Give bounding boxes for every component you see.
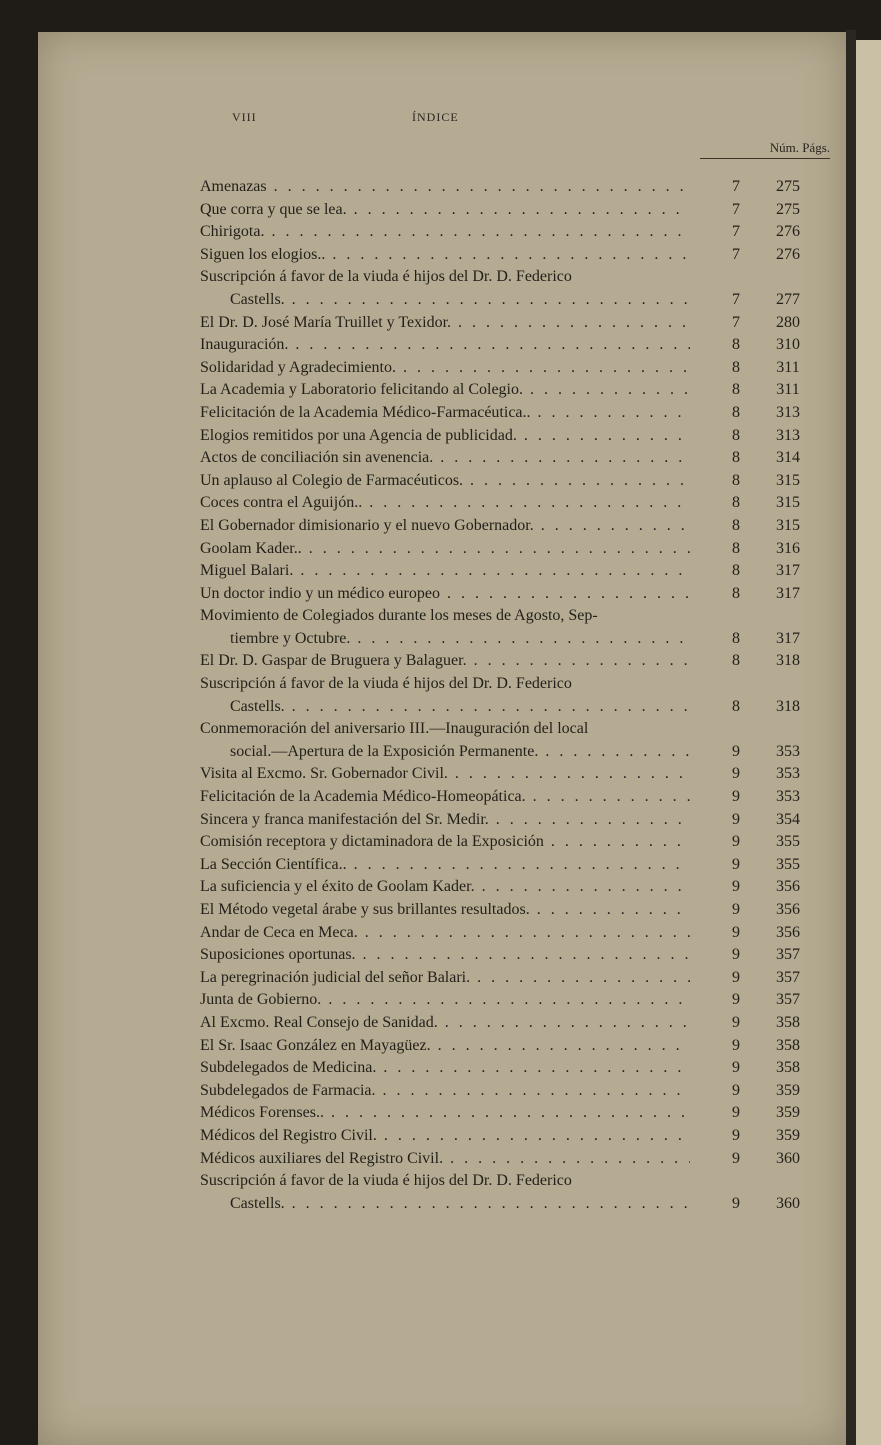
entry-issue-number: 9 [732,1013,740,1031]
entry-title: Chirigota. . . . [200,221,690,244]
entry-issue-number: 8 [732,562,740,580]
entry-title: Junta de Gobierno. . . . [200,989,690,1012]
index-entry [200,357,820,380]
entry-issue-number: 9 [732,946,740,964]
index-entry [200,989,820,1012]
page-header [0,110,881,130]
entry-issue-number: 8 [732,426,740,444]
entry-title: Castells. . . . [230,696,690,719]
entry-issue-number: 9 [732,1081,740,1099]
entry-title: Subdelegados de Medicina. . . . [200,1057,690,1080]
index-entry-line [200,176,820,199]
entry-page-number: 354 [776,810,800,828]
entry-page-number: 360 [776,1194,800,1212]
entry-page-number: 353 [776,742,800,760]
index-entry [200,244,820,267]
entry-issue-number: 8 [732,358,740,376]
entry-title: Médicos Forenses.. . . . [200,1102,690,1125]
entry-title: Coces contra el Aguijón.. . . . [200,492,690,515]
entry-title: Inauguración. . . . [200,334,690,357]
index-entry-line [200,718,820,741]
entry-issue-number: 9 [732,855,740,873]
entry-page-number: 358 [776,1036,800,1054]
entry-issue-number: 9 [732,833,740,851]
entry-issue-number: 9 [732,1036,740,1054]
index-entry-line [200,221,820,244]
index-entry-line [200,763,820,786]
num-column-heading: Núm. [769,140,799,155]
index-entry [200,492,820,515]
index-entry-line [200,673,820,696]
entry-issue-number: 9 [732,788,740,806]
entry-issue-number: 9 [732,765,740,783]
index-entry-line [200,989,820,1012]
entry-title: Suposiciones oportunas. . . . [200,944,690,967]
index-entry [200,718,820,763]
index-entry-line [200,809,820,832]
index-entry [200,447,820,470]
index-entry [200,221,820,244]
entry-page-number: 311 [776,358,800,376]
index-entry [200,515,820,538]
index-entry [200,470,820,493]
column-headings [700,140,830,159]
entry-issue-number: 8 [732,539,740,557]
entry-title: Que corra y que se lea. . . . [200,199,690,222]
entry-issue-number: 9 [732,810,740,828]
index-entry-line [200,922,820,945]
index-entry-line [200,876,820,899]
index-entry-line [200,492,820,515]
entry-title: Miguel Balari. . . . [200,560,690,583]
index-entry-line [200,334,820,357]
entry-issue-number: 7 [732,245,740,263]
entry-page-number: 276 [776,223,800,241]
index-entry [200,650,820,673]
entry-issue-number: 8 [732,336,740,354]
index-entry-line [200,402,820,425]
index-entry-line [200,244,820,267]
index-entry [200,786,820,809]
entry-page-number: 359 [776,1126,800,1144]
entry-title: Elogios remitidos por una Agencia de publicidad. . . . [200,425,690,448]
entry-issue-number: 9 [732,878,740,896]
index-entry [200,673,820,718]
entry-issue-number: 7 [732,178,740,195]
index-entry-line [200,583,820,606]
index-entry-line [200,447,820,470]
index-entry-line [200,379,820,402]
index-entry [200,967,820,990]
index-entry [200,922,820,945]
entry-issue-number: 9 [732,991,740,1009]
index-entry-line [200,1035,820,1058]
entry-issue-number: 9 [732,1149,740,1167]
index-entry-line [200,831,820,854]
entry-title: Felicitación de la Academia Médico-Farmacéutica.. . . . [200,402,690,425]
entry-page-number: 276 [776,245,800,263]
page-number: VIII [232,110,257,124]
index-entry [200,312,820,335]
index-entry-line [200,357,820,380]
entry-title: Médicos del Registro Civil. . . . [200,1125,690,1148]
entry-page-number: 356 [776,923,800,941]
entry-title: Suscripción á favor de la viuda é hijos del Dr. D. Federico [200,675,572,693]
pag-column-heading: Págs. [802,140,830,155]
entry-title: Castells. . . . [230,1193,690,1216]
entry-issue-number: 9 [732,1059,740,1077]
entry-page-number: 310 [776,336,800,354]
entry-title: Comisión receptora y dictaminadora de la Exposición . . . [200,831,690,854]
entry-page-number: 316 [776,539,800,557]
entry-title: Subdelegados de Farmacia. . . . [200,1080,690,1103]
entry-page-number: 358 [776,1013,800,1031]
entry-title: El Dr. D. Gaspar de Bruguera y Balaguer. . . . [200,650,690,673]
entry-issue-number: 9 [732,968,740,986]
entry-title: Visita al Excmo. Sr. Gobernador Civil. . . . [200,763,690,786]
entry-issue-number: 7 [732,223,740,241]
entry-title: Conmemoración del aniversario III.—Inauguración del local [200,720,589,738]
entry-title: Un doctor indio y un médico europeo . . . [200,583,690,606]
index-entry [200,854,820,877]
entry-page-number: 357 [776,946,800,964]
index-entry-line [200,1057,820,1080]
entry-title: Goolam Kader.. . . . [200,538,690,561]
entry-title: Suscripción á favor de la viuda é hijos del Dr. D. Federico [200,268,572,286]
index-entry [200,560,820,583]
entry-page-number: 275 [776,178,800,195]
index-entry [200,379,820,402]
entry-issue-number: 9 [732,742,740,760]
index-entry [200,199,820,222]
index-entry [200,1125,820,1148]
index-entry [200,1170,820,1215]
entry-issue-number: 9 [732,923,740,941]
index-entry-line [200,741,820,764]
index-entry-line [200,470,820,493]
entry-page-number: 359 [776,1104,800,1122]
index-entry-line [200,312,820,335]
entry-issue-number: 9 [732,901,740,918]
entry-page-number: 313 [776,426,800,444]
index-entry [200,334,820,357]
entry-title: El Dr. D. José María Truillet y Texidor. . . . [200,312,690,335]
index-entry-line [200,967,820,990]
index-entry [200,1102,820,1125]
entry-title: La Sección Científica.. . . . [200,854,690,877]
entry-title: Solidaridad y Agradecimiento. . . . [200,357,690,380]
entry-page-number: 315 [776,471,800,489]
entry-page-number: 356 [776,901,800,918]
index-entry [200,831,820,854]
index-entry [200,899,820,922]
index-entry [200,876,820,899]
entry-title: Amenazas . . . [200,176,690,199]
entry-issue-number: 7 [732,290,740,308]
index-entry [200,538,820,561]
entry-page-number: 318 [776,652,800,670]
entry-issue-number: 8 [732,471,740,489]
entry-issue-number: 8 [732,516,740,534]
entry-page-number: 277 [776,290,800,308]
entry-page-number: 355 [776,833,800,851]
entry-page-number: 355 [776,855,800,873]
entry-page-number: 317 [776,584,800,602]
index-entry [200,1057,820,1080]
entry-page-number: 360 [776,1149,800,1167]
index-entry [200,583,820,606]
entry-title: La suficiencia y el éxito de Goolam Kader. . . . [200,876,690,899]
entry-issue-number: 9 [732,1194,740,1212]
entry-title: tiembre y Octubre. . . . [230,628,690,651]
entry-page-number: 357 [776,968,800,986]
index-entry [200,763,820,786]
index-entry-line [200,289,820,312]
entry-page-number: 311 [776,381,800,399]
index-entry-line [200,1170,820,1193]
entry-title: El Sr. Isaac González en Mayagüez. . . . [200,1035,690,1058]
entry-issue-number: 9 [732,1126,740,1144]
running-title: ÍNDICE [412,110,459,124]
index-entry-line [200,1193,820,1216]
index-entry [200,809,820,832]
index-entry-line [200,1148,820,1171]
entry-title: Sincera y franca manifestación del Sr. Medir. . . . [200,809,690,832]
entry-issue-number: 8 [732,629,740,647]
entry-title: El Método vegetal árabe y sus brillantes resultados. . . . [200,899,690,922]
entry-title: Al Excmo. Real Consejo de Sanidad. . . . [200,1012,690,1035]
index-entry-line [200,266,820,289]
entry-page-number: 357 [776,991,800,1009]
entry-page-number: 275 [776,200,800,218]
entry-issue-number: 8 [732,584,740,602]
index-entry [200,1035,820,1058]
index-entry-line [200,854,820,877]
index-entry-line [200,1125,820,1148]
index-entry-line [200,515,820,538]
index-list [0,176,881,1215]
entry-page-number: 313 [776,403,800,421]
index-entry-line [200,944,820,967]
index-entry [200,1012,820,1035]
entry-issue-number: 7 [732,313,740,331]
entry-title: social.—Apertura de la Exposición Permanente. . . . [230,741,690,764]
entry-issue-number: 8 [732,381,740,399]
entry-title: Un aplauso al Colegio de Farmacéuticos. . . . [200,470,690,493]
entry-issue-number: 8 [732,449,740,467]
entry-title: Actos de conciliación sin avenencia. . . . [200,447,690,470]
entry-issue-number: 8 [732,652,740,670]
index-entry-line [200,628,820,651]
index-entry-line [200,425,820,448]
index-entry [200,944,820,967]
entry-issue-number: 9 [732,1104,740,1122]
index-entry-line [200,786,820,809]
entry-title: El Gobernador dimisionario y el nuevo Gobernador. . . . [200,515,690,538]
entry-page-number: 359 [776,1081,800,1099]
entry-title: Suscripción á favor de la viuda é hijos del Dr. D. Federico [200,1172,572,1190]
index-entry [200,176,820,199]
index-entry [200,402,820,425]
entry-title: Andar de Ceca en Meca. . . . [200,922,690,945]
index-entry [200,1148,820,1171]
index-entry-line [200,605,820,628]
index-entry-line [200,899,820,922]
index-entry-line [200,1102,820,1125]
index-entry [200,266,820,311]
entry-page-number: 317 [776,629,800,647]
entry-page-number: 353 [776,788,800,806]
entry-page-number: 315 [776,494,800,512]
index-entry-line [200,538,820,561]
index-entry [200,1080,820,1103]
entry-page-number: 318 [776,697,800,715]
entry-title: Movimiento de Colegiados durante los meses de Agosto, Sep- [200,607,598,625]
index-entry-line [200,696,820,719]
entry-issue-number: 8 [732,403,740,421]
entry-title: La Academia y Laboratorio felicitando al Colegio. . . . [200,379,690,402]
index-entry-line [200,199,820,222]
entry-page-number: 317 [776,562,800,580]
index-entry-line [200,1080,820,1103]
entry-page-number: 353 [776,765,800,783]
entry-title: Médicos auxiliares del Registro Civil. . . . [200,1148,690,1171]
index-entry-line [200,560,820,583]
index-entry-line [200,1012,820,1035]
entry-page-number: 315 [776,516,800,534]
entry-issue-number: 7 [732,200,740,218]
index-entry [200,425,820,448]
entry-page-number: 314 [776,449,800,467]
entry-page-number: 358 [776,1059,800,1077]
entry-issue-number: 8 [732,494,740,512]
index-entry [200,605,820,650]
entry-page-number: 280 [776,313,800,331]
entry-title: Felicitación de la Academia Médico-Homeopática. . . . [200,786,690,809]
entry-title: La peregrinación judicial del señor Balari. . . . [200,967,690,990]
index-entry-line [200,650,820,673]
entry-page-number: 356 [776,878,800,896]
entry-issue-number: 8 [732,697,740,715]
entry-title: Castells. . . . [230,289,690,312]
entry-title: Siguen los elogios.. . . . [200,244,690,267]
